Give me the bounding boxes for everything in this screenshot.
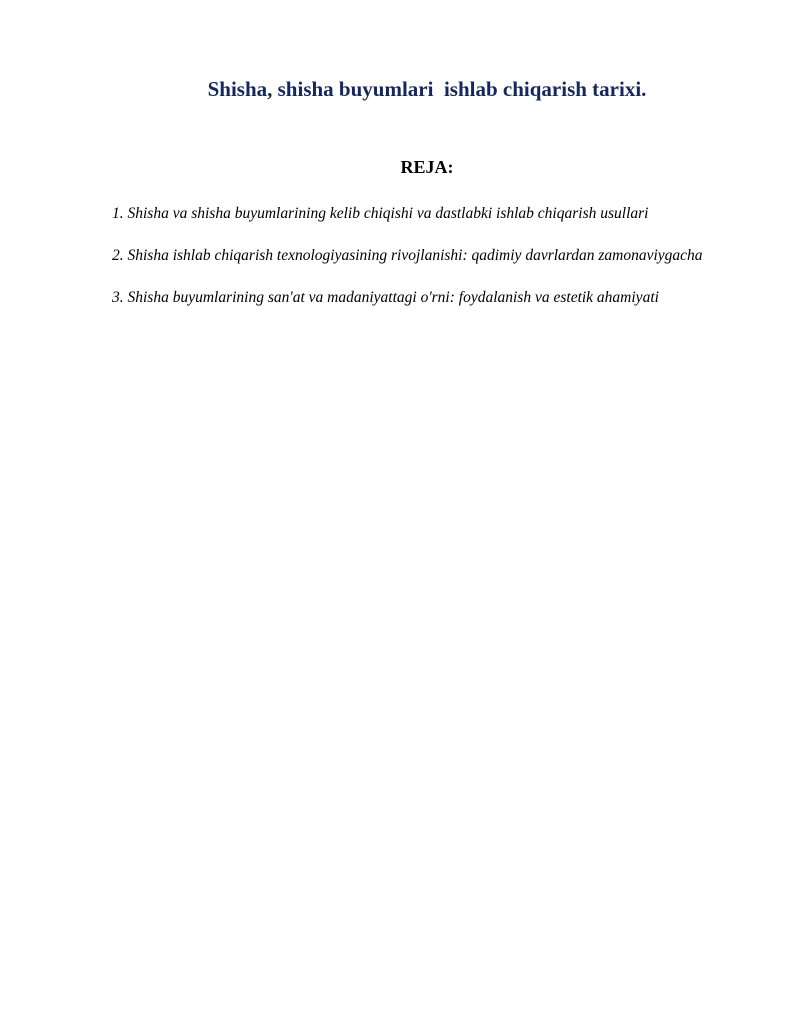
- plan-item-3: 3. Shisha buyumlarining san'at va madaniyattagi o'rni: foydalanish va estetik ahamiyati: [112, 289, 659, 306]
- plan-list: [112, 198, 742, 324]
- plan-item-1: 1. Shisha va shisha buyumlarining kelib chiqishi va dastlabki ishlab chiqarish usullari: [112, 205, 649, 222]
- plan-item-2: 2. Shisha ishlab chiqarish texnologiyasining rivojlanishi: qadimiy davrlardan zamonaviygacha: [112, 247, 703, 264]
- plan-heading: REJA:: [400, 157, 454, 177]
- document-title: Shisha, shisha buyumlari ishlab chiqarish tarixi.: [207, 77, 647, 101]
